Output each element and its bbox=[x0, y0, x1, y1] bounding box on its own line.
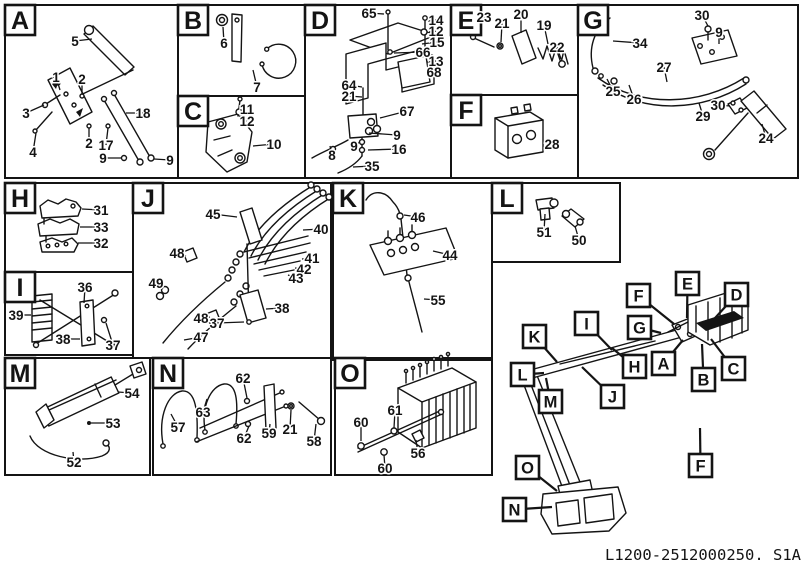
panel-E-letter: E bbox=[457, 7, 475, 35]
panel-M-drawing bbox=[30, 362, 146, 459]
callout-E-20: 20 bbox=[513, 6, 529, 22]
callout-M-53: 53 bbox=[105, 415, 121, 431]
panel-L-drawing bbox=[536, 198, 584, 227]
panel-N bbox=[153, 358, 331, 475]
callout-D-13: 13 bbox=[428, 53, 444, 69]
callout-A-9: 9 bbox=[166, 152, 174, 168]
callout-L-50: 50 bbox=[571, 232, 587, 248]
overview-label-B: B bbox=[697, 371, 710, 390]
panel-M bbox=[5, 358, 150, 475]
panel-H-drawing bbox=[38, 199, 81, 252]
callout-C-11: 11 bbox=[239, 101, 255, 117]
drawing-number: L1200-2512000250. S1A bbox=[605, 546, 801, 564]
callout-A-18: 18 bbox=[135, 105, 151, 121]
callout-G-30: 30 bbox=[710, 97, 726, 113]
callout-M-54: 54 bbox=[124, 385, 140, 401]
panel-C bbox=[178, 96, 305, 178]
callout-J-42: 42 bbox=[296, 261, 312, 277]
callout-J-38: 38 bbox=[274, 300, 290, 316]
callout-N-59: 59 bbox=[261, 425, 277, 441]
callout-D-67: 67 bbox=[399, 103, 415, 119]
callout-G-27: 27 bbox=[656, 59, 672, 75]
callout-D-68: 68 bbox=[426, 64, 442, 80]
callout-G-25: 25 bbox=[605, 83, 621, 99]
callout-D-15: 15 bbox=[429, 34, 445, 50]
callout-M-52: 52 bbox=[66, 454, 82, 470]
callout-G-34: 34 bbox=[632, 35, 648, 51]
callout-G-29: 29 bbox=[695, 108, 711, 124]
callout-G-30: 30 bbox=[694, 7, 710, 23]
overview-label-F: F bbox=[633, 287, 644, 306]
panel-A-drawing bbox=[33, 26, 154, 166]
callout-B-6: 6 bbox=[220, 35, 228, 51]
callout-D-9: 9 bbox=[350, 138, 358, 154]
callout-N-58: 58 bbox=[306, 433, 322, 449]
callout-D-65: 65 bbox=[361, 5, 377, 21]
callout-D-12: 12 bbox=[428, 23, 444, 39]
panel-H bbox=[5, 183, 133, 272]
callout-A-3: 3 bbox=[22, 105, 30, 121]
panel-G-letter: G bbox=[583, 7, 603, 35]
panel-E bbox=[451, 5, 578, 95]
overview-label-K: K bbox=[528, 328, 541, 347]
panel-I bbox=[5, 272, 133, 355]
callout-N-62: 62 bbox=[236, 430, 252, 446]
callout-G-24: 24 bbox=[758, 130, 774, 146]
callout-J-41: 41 bbox=[304, 250, 320, 266]
callout-A-2: 2 bbox=[85, 135, 93, 151]
panel-F bbox=[451, 95, 578, 178]
callout-A-2: 2 bbox=[78, 71, 86, 87]
overview-label-O: O bbox=[521, 459, 534, 478]
callout-I-38: 38 bbox=[55, 331, 71, 347]
callout-E-21: 21 bbox=[494, 15, 510, 31]
callout-C-12: 12 bbox=[239, 113, 255, 129]
callout-D-14: 14 bbox=[428, 12, 444, 28]
callout-D-16: 16 bbox=[391, 141, 407, 157]
callout-D-9: 9 bbox=[393, 127, 401, 143]
panel-L-letter: L bbox=[499, 185, 515, 213]
callout-K-46: 46 bbox=[410, 209, 426, 225]
panel-F-drawing bbox=[495, 104, 543, 158]
panel-A-letter: A bbox=[10, 7, 30, 35]
overview-label-D: D bbox=[730, 286, 743, 305]
callout-O-61: 61 bbox=[387, 402, 403, 418]
panel-B-letter: B bbox=[183, 7, 203, 35]
callout-K-55: 55 bbox=[430, 292, 446, 308]
overview-label-L: L bbox=[517, 366, 528, 385]
panel-K-letter: K bbox=[338, 185, 358, 213]
callout-H-31: 31 bbox=[93, 202, 109, 218]
panel-D bbox=[305, 5, 451, 178]
callout-J-45: 45 bbox=[205, 206, 221, 222]
overview-label-E: E bbox=[681, 275, 694, 294]
callout-A-4: 4 bbox=[29, 144, 37, 160]
panel-A bbox=[5, 5, 178, 178]
callout-N-21: 21 bbox=[282, 421, 298, 437]
overview-label-I: I bbox=[584, 315, 589, 334]
callout-D-35: 35 bbox=[364, 158, 380, 174]
overview-label-H: H bbox=[628, 358, 641, 377]
callout-A-5: 5 bbox=[71, 33, 79, 49]
callout-H-33: 33 bbox=[93, 219, 109, 235]
panel-N-letter: N bbox=[158, 360, 178, 388]
overview-label-M: M bbox=[543, 393, 558, 412]
callout-J-48: 48 bbox=[169, 245, 185, 261]
panel-H-letter: H bbox=[10, 185, 30, 213]
callout-J-43: 43 bbox=[288, 270, 304, 286]
panel-B bbox=[178, 5, 305, 96]
panel-O bbox=[335, 352, 492, 475]
callout-E-22: 22 bbox=[549, 39, 565, 55]
callout-N-63: 63 bbox=[195, 404, 211, 420]
callout-E-19: 19 bbox=[536, 17, 552, 33]
callout-J-37: 37 bbox=[209, 315, 225, 331]
callout-K-44: 44 bbox=[442, 247, 458, 263]
callout-I-37: 37 bbox=[105, 337, 121, 353]
panel-I-letter: I bbox=[16, 274, 24, 302]
callout-G-9: 9 bbox=[715, 24, 723, 40]
overview-label-A: A bbox=[657, 355, 670, 374]
callout-A-17: 17 bbox=[98, 137, 114, 153]
callout-J-48: 48 bbox=[193, 310, 209, 326]
callout-C-10: 10 bbox=[266, 136, 282, 152]
callout-J-47: 47 bbox=[193, 329, 209, 345]
callout-J-49: 49 bbox=[148, 275, 164, 291]
callout-O-60: 60 bbox=[353, 414, 369, 430]
overview-label-J: J bbox=[607, 388, 618, 407]
panel-O-drawing bbox=[358, 352, 476, 455]
callout-A-1: 1 bbox=[52, 69, 60, 85]
callout-D-66: 66 bbox=[415, 44, 431, 60]
callout-G-26: 26 bbox=[626, 91, 642, 107]
callout-F-28: 28 bbox=[544, 136, 560, 152]
panel-L bbox=[492, 183, 620, 262]
callout-D-21: 21 bbox=[341, 88, 357, 104]
callout-L-51: 51 bbox=[536, 224, 552, 240]
panel-J-letter: J bbox=[141, 185, 155, 213]
panel-G bbox=[578, 5, 798, 178]
callout-H-32: 32 bbox=[93, 235, 109, 251]
callout-A-9: 9 bbox=[99, 150, 107, 166]
overview-label-G: G bbox=[633, 319, 646, 338]
callout-B-7: 7 bbox=[253, 79, 261, 95]
callout-I-39: 39 bbox=[8, 307, 24, 323]
callout-O-56: 56 bbox=[410, 445, 426, 461]
panel-C-letter: C bbox=[183, 98, 203, 126]
callout-N-57: 57 bbox=[170, 419, 186, 435]
callout-E-23: 23 bbox=[476, 9, 492, 25]
panel-K bbox=[333, 183, 492, 360]
panel-M-letter: M bbox=[9, 360, 31, 388]
callout-O-60: 60 bbox=[377, 460, 393, 476]
callout-I-36: 36 bbox=[77, 279, 93, 295]
panel-J bbox=[133, 182, 332, 358]
panel-O-letter: O bbox=[340, 360, 360, 388]
overview-label-C: C bbox=[727, 360, 740, 379]
callout-N-62: 62 bbox=[235, 370, 251, 386]
panel-B-drawing bbox=[217, 14, 296, 78]
overview-label-N: N bbox=[508, 501, 521, 520]
panel-F-letter: F bbox=[458, 97, 474, 125]
callout-D-64: 64 bbox=[341, 77, 357, 93]
callout-J-40: 40 bbox=[313, 221, 329, 237]
panel-D-letter: D bbox=[310, 7, 330, 35]
machine-overview bbox=[503, 272, 748, 534]
overview-label-F: F bbox=[695, 457, 706, 476]
callout-D-8: 8 bbox=[328, 147, 336, 163]
